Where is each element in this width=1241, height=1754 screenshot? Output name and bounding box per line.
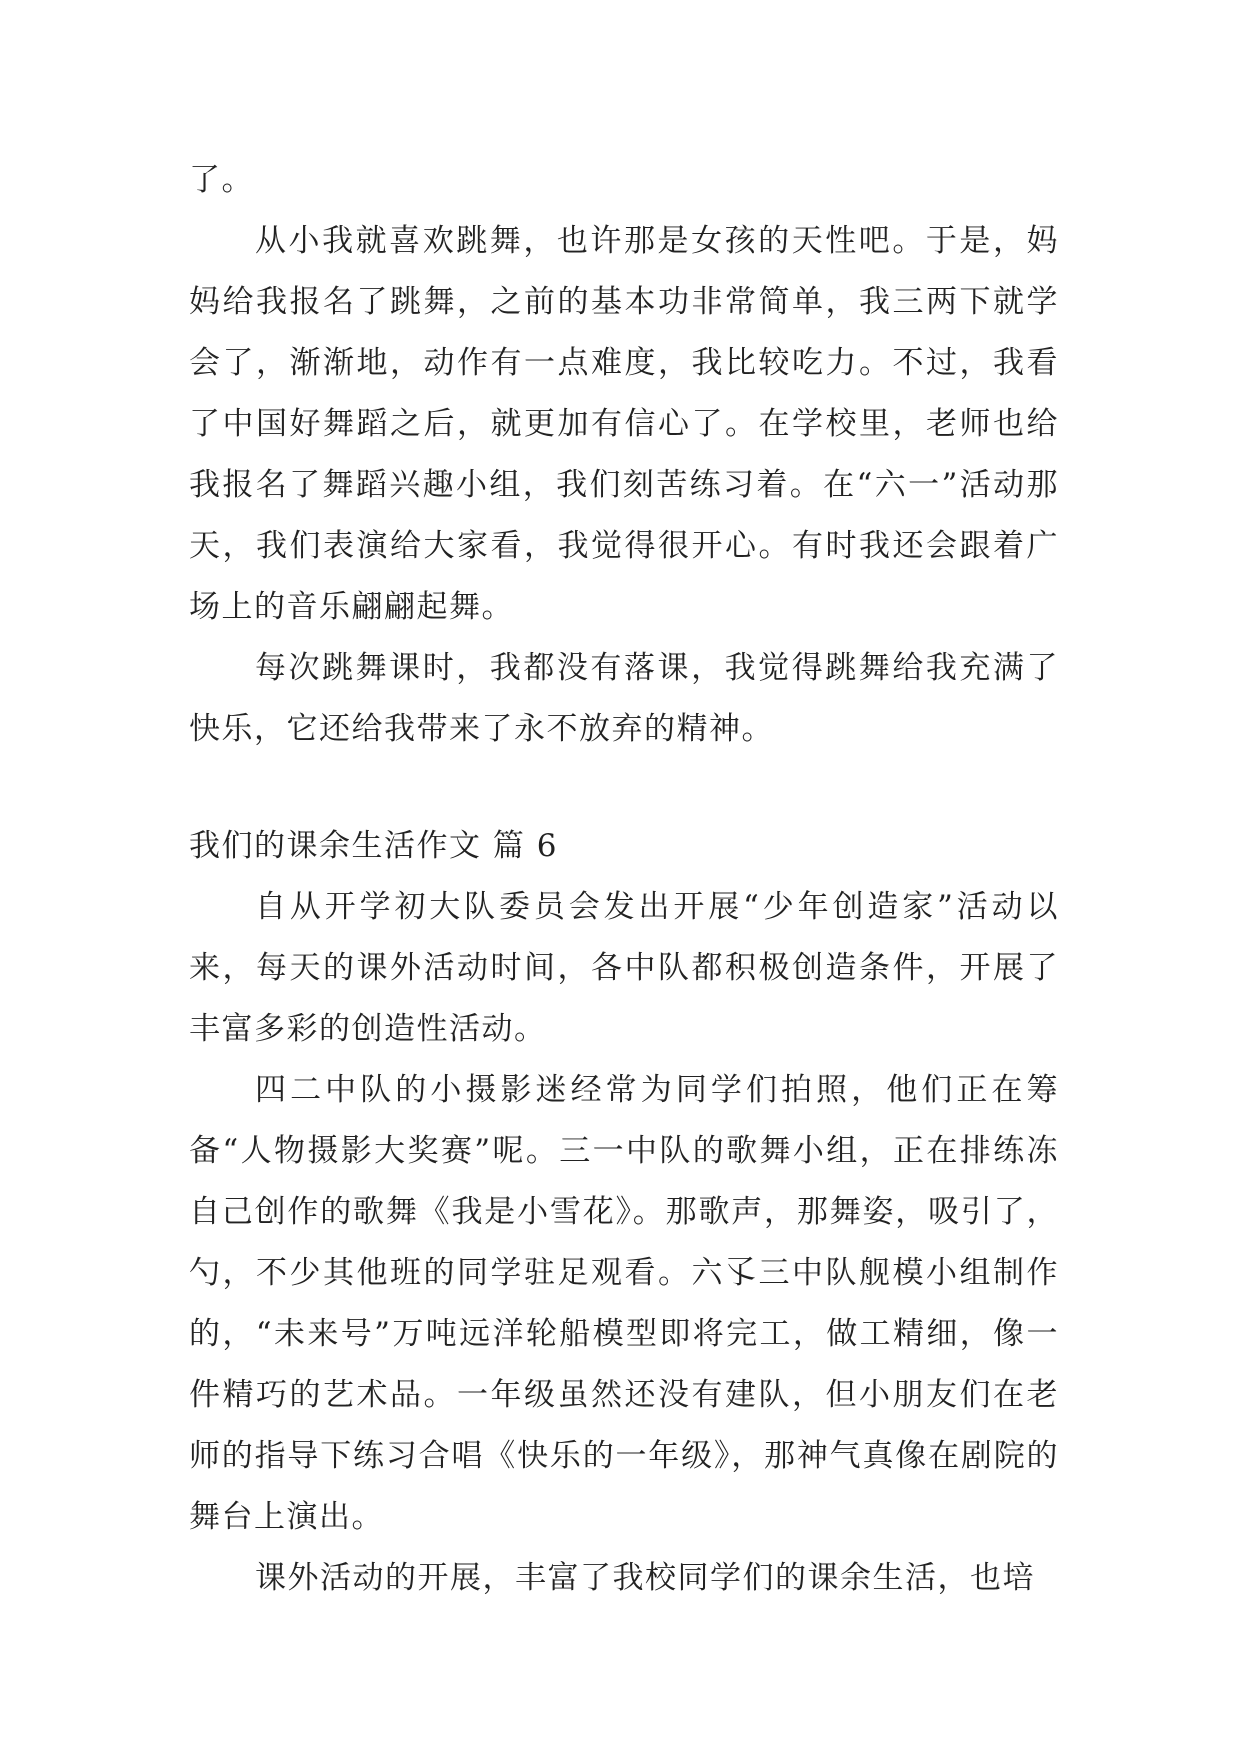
paragraph: 自从开学初大队委员会发出开展“少年创造家”活动以来，每天的课外活动时间，各中队都积极创造条件，开展了丰富多彩的创造性活动。 <box>189 889 1059 1047</box>
paragraph: 每次跳舞课时，我都没有落课，我觉得跳舞给我充满了快乐，它还给我带来了永不放弃的精神。 <box>189 650 1059 747</box>
paragraph: 课外活动的开展，丰富了我校同学们的课余生活，也培 <box>255 1560 1035 1596</box>
section-gap <box>189 760 1059 816</box>
document-body <box>189 150 1059 1609</box>
continuation-line: 了。 <box>189 162 254 198</box>
section-heading: 我们的课余生活作文 篇 6 <box>189 828 558 864</box>
paragraph: 从小我就喜欢跳舞，也许那是女孩的天性吧。于是，妈妈给我报名了跳舞，之前的基本功非常简单，我三两下就学会了，渐渐地，动作有一点难度，我比较吃力。不过，我看了中国好舞蹈之后，就更加有信心了。在学校里，老师也给我报名了舞蹈兴趣小组，我们刻苦练习着。在“六一”活动那天，我们表演给大家看，我觉得很开心。有时我还会跟着广场上的音乐翩翩起舞。 <box>189 223 1059 625</box>
paragraph: 四二中队的小摄影迷经常为同学们拍照，他们正在筹备“人物摄影大奖赛”呢。三一中队的歌舞小组，正在排练冻自己创作的歌舞《我是小雪花》。那歌声，那舞姿，吸引了，勺，不少其他班的同学驻足观看。六孓三中队舰模小组制作的，“未来号”万吨远洋轮船模型即将完工，做工精细，像一件精巧的艺术品。一年级虽然还没有建队，但小朋友们在老师的指导下练习合唱《快乐的一年级》，那神气真像在剧院的舞台上演出。 <box>189 1072 1059 1535</box>
